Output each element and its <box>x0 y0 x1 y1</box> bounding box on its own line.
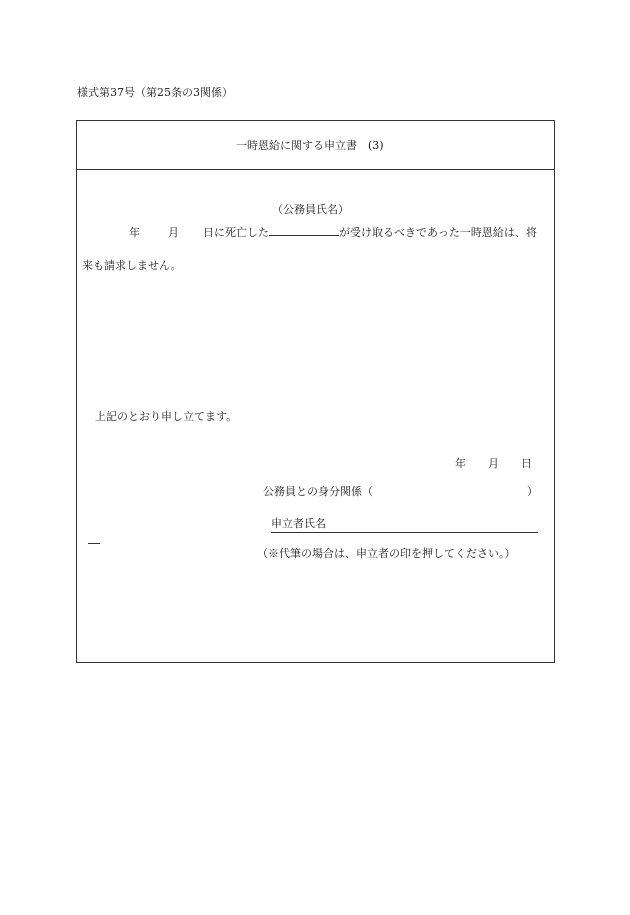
deceased-name-blank[interactable] <box>269 225 339 236</box>
left-dash <box>88 543 100 544</box>
applicant-name-label: 申立者氏名 <box>271 517 326 530</box>
form-number: 様式第37号（第25条の3関係） <box>77 86 233 99</box>
relationship-close: ） <box>527 485 538 498</box>
form-frame <box>76 120 555 663</box>
form-title: 一時恩給に関する申立書 (3) <box>236 139 384 152</box>
relationship-field[interactable] <box>263 485 538 499</box>
application-month-label: 月 <box>488 457 499 470</box>
application-date <box>455 457 532 471</box>
statement-line2: 来も請求しません。 <box>82 259 182 272</box>
application-year-label: 年 <box>455 457 466 470</box>
relationship-label: 公務員との身分関係（ <box>263 485 373 498</box>
death-day-text: 日に死亡した <box>203 226 269 239</box>
title-divider <box>77 169 554 170</box>
civil-servant-name-label: （公務員氏名） <box>272 203 349 216</box>
statement-line1 <box>129 225 537 240</box>
application-day-label: 日 <box>521 457 532 470</box>
proxy-note: （※代筆の場合は、申立者の印を押してください。） <box>257 547 516 560</box>
declaration: 上記のとおり申し立てます。 <box>95 410 238 423</box>
statement-rest: が受け取るべきであった一時恩給は、将 <box>339 226 537 239</box>
death-month-label: 月 <box>168 226 179 239</box>
death-year-label: 年 <box>129 226 140 239</box>
applicant-name-field[interactable] <box>271 517 538 533</box>
